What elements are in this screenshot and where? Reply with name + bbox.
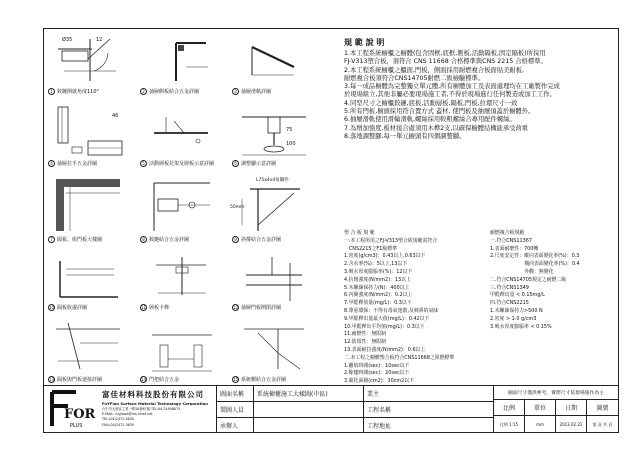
spec-line: 二.符合CNS14705規定之耐燃二級 [490, 276, 567, 283]
company-name-en: FuYFian Surface Material Technology Corporation [102, 401, 208, 406]
caption-text: 隔板與門板連接詳圖 [57, 377, 103, 383]
dim-label: 46 [112, 113, 119, 119]
spec-line: 3.吸水厚度膨脹率 < 0.15% [490, 323, 552, 330]
particleboard-spec [344, 230, 474, 386]
spec-line: 耐燃複合板規範 [490, 230, 525, 236]
spec-line: 2.餘燼時間(sec)：20sec以下 [344, 370, 410, 377]
disclaimer-note: 圖面尺寸僅供參考，實際尺寸依現場施作為主 [494, 386, 618, 400]
detail-number: 12 [233, 305, 239, 310]
detail-caption [232, 236, 281, 243]
spec-line: 13.表面耐拉強度(N/mm2)：0.6以上 [344, 346, 426, 353]
spec-line: 11.耐燃性：無限制 [344, 331, 387, 338]
spec-line: 1.離焰時間(sec)：10sec以下 [344, 362, 410, 369]
caption-text: 門把結合五金 [149, 377, 180, 383]
caption-text: 抽屜側板結合五金詳圖 [149, 89, 200, 95]
detail-caption [140, 236, 189, 243]
note-line: 1.本工程系統櫥櫃之櫥體(包含固框,底框,側板,活動隔板,固定隔板)所採用 [344, 50, 546, 57]
detail-number: 7 [48, 236, 55, 243]
scale-label: 比例 [494, 400, 525, 416]
caption-text: 隔板收邊詳圖 [57, 305, 88, 311]
panel-joint-drawing [44, 169, 136, 245]
drawer-slide-drawing [228, 29, 320, 97]
caption-text: 隔板、組門板大樣圖 [57, 237, 103, 243]
drawer-pull-drawing [44, 97, 136, 169]
caption-text: 抽屜滑軌詳圖 [241, 89, 272, 95]
caption-text: 鉸鏈結合五金詳圖 [149, 237, 190, 243]
spec-line: 2.尺度安定性：縱向表面變化率(%)：0.3 [490, 253, 580, 260]
detail-caption [140, 376, 179, 383]
spec-line: CNS2215之F1級標準 [344, 245, 398, 252]
detail-8 [136, 169, 228, 245]
detail-number: 3 [232, 88, 239, 95]
detail-15 [228, 313, 320, 385]
detail-number: 5 [140, 160, 147, 167]
spec-line: 一.本工程所用之FJ-V313塑合板規範需符合 [344, 237, 438, 244]
spec-line: 2.含水率(%)：5以上,13以下 [344, 261, 408, 268]
spec-line: 5.木螺絲保持力(N)：400以上 [344, 284, 410, 291]
detail-5 [136, 97, 228, 169]
spec-line: 一.符合CNS11367 [490, 237, 532, 244]
spec-line: 1.密度(g/cm3)：0.43以上,0.63以下 [344, 253, 426, 260]
unit-label: 單位 [525, 400, 556, 416]
detail-number: 8 [140, 236, 147, 243]
shelf-support-drawing [136, 97, 228, 169]
edge-detail-drawing [44, 245, 136, 313]
company-name-cn: 富佳材料科技股份有限公司 [102, 390, 204, 399]
detail-caption [48, 376, 102, 383]
handle-hardware-drawing [136, 313, 228, 385]
detail-number: 10 [49, 305, 55, 310]
note-line: 3.每一成品櫥體為完整獨立單元體,所有櫥體加工及表面處理均在工廠製作完成 [344, 83, 560, 91]
caption-text: 鉸鏈開啟角度110° [57, 89, 100, 95]
company-logo [46, 388, 98, 430]
detail-drawings-grid [44, 29, 320, 385]
project-name-label: 工程名稱 [364, 402, 494, 418]
detail-number: 1 [48, 88, 55, 95]
detail-12 [228, 245, 320, 313]
detail-caption [140, 88, 199, 95]
spec-line: 10.甲醛釋出平均值(mg/L)：0.3以下 [344, 323, 425, 330]
note-line: 耐燃複合板須符合CNS14705耐燃二級檢驗標準。 [344, 74, 485, 82]
caption-text: 斜撐結合五金詳圖 [241, 237, 282, 243]
detail-caption [48, 160, 97, 167]
detail-number: 2 [140, 88, 147, 95]
logo-mark [46, 388, 98, 430]
drawing-sheet [43, 28, 619, 433]
detail-caption [232, 88, 271, 95]
spec-line: 三.符合CNS1349 [490, 284, 529, 291]
caption-text: 抽屜門板開閉詳圖 [241, 305, 282, 311]
detail-2 [136, 29, 228, 97]
spec-line: 二.本工程之櫥體塑合板符合CNS11668之阻燃標準 [344, 354, 455, 361]
dim-label: Ø35 [62, 37, 73, 43]
detail-9 [228, 169, 320, 245]
spec-line: 橫向表面變化率(%)：0.4 [490, 261, 580, 268]
shelf-pin-drawing [136, 245, 228, 313]
partition-door-drawing [44, 313, 136, 385]
fire-resistant-spec [490, 230, 620, 331]
caption-text: 調整腳示意詳圖 [241, 161, 277, 167]
logo-subtext: PLUS [70, 423, 83, 429]
company-email: E-MAIL: fuyjiawt@ms.hinet.net [102, 412, 153, 417]
note-line: 7.為增加強度,板材接合處須用木榫2支,以確保櫥體結構能承受荷重 [344, 124, 529, 132]
spec-line: 4.抗彎強度(N/mm2)：13以上 [344, 276, 411, 283]
spec-line: 9.甲醛釋出量最大值(mg/L)：0.42以下 [344, 315, 430, 322]
spec-line: 12.防霉性：無限制 [344, 339, 387, 346]
approver-label: 承辦人 [216, 418, 254, 433]
hinge-joint-drawing [136, 169, 228, 245]
detail-caption [140, 304, 169, 311]
cabinet-hardware-drawing [228, 313, 320, 385]
detail-6 [228, 97, 320, 169]
detail-caption [48, 304, 87, 311]
project-address-label: 工程地址 [364, 418, 494, 433]
sheet-no-label: 圖號 [587, 400, 618, 416]
detail-number: 4 [48, 160, 55, 167]
detail-caption [140, 160, 214, 167]
dim-label: L75x4x4角鋼件 [256, 178, 289, 183]
detail-caption [232, 160, 276, 167]
note-line: 6.抽屜滑軌使用滑輪滑軌,螺絲採用較粗螺絲合專用配件螺絲。 [344, 116, 516, 124]
scale-value: 比例 1:15 [494, 416, 525, 433]
note-line: FJ-V313塑合板，須符合 CNS 11668 合格標準與CNS 2215 合格標準。 [344, 58, 547, 66]
note-line: 於現場組立,其他非屬必要現場施工者,不得於現場進行任何製造或加工工作。 [344, 91, 556, 99]
caption-text: 抽屜拉手五金詳圖 [57, 161, 98, 167]
note-line: 5.所有門板,櫥頭採用符合置方式 蓋材, 使門板及抽屜頂蓋於櫥體外。 [344, 108, 535, 116]
note-line: 4.同型尺寸之櫥櫃鉸鏈,底板,活動層板,隔板,門板,拉環尺寸一致 [344, 99, 518, 107]
detail-10 [44, 245, 136, 313]
unit-value: mm [525, 416, 556, 433]
spec-line: 塑 合 板 規 範 [344, 230, 375, 236]
leveling-foot-drawing [228, 97, 320, 169]
spec-line: 外觀：無變化 [490, 268, 554, 275]
designer-value [254, 402, 364, 418]
note-line: 8.落地調整腳,每一單元櫥頭有四個調整腳。 [344, 132, 466, 140]
spec-line: 四.符合CNS2215 [490, 300, 529, 307]
title-block [44, 385, 618, 433]
sheet-value: 第 頁 共 頁 [592, 421, 613, 427]
detail-11 [136, 245, 228, 313]
approver-value [254, 418, 364, 433]
company-fax: FAX:(04)2472-3639 [102, 422, 134, 427]
note-line: 2.本工程系統櫥櫃之櫃面,門板，側面採用耐燃複合板面貼美耐板, [344, 66, 525, 74]
owner-label: 業主 [364, 386, 494, 402]
detail-number: 6 [232, 160, 239, 167]
detail-caption [232, 304, 281, 311]
spec-line: 6.內聚強度(N/mm2)：0.2以上 [344, 292, 413, 299]
designer-label: 製圖人員 [216, 402, 254, 418]
spec-line: 2.密度 > 1.0 g/cm3 [490, 315, 537, 322]
notes-title: 規 範 說 明 [344, 38, 385, 47]
spec-line: 7.甲醛釋放量(mg/L)：0.3以下 [344, 300, 412, 307]
detail-number: 14 [141, 377, 147, 382]
logo-text: FOR [64, 407, 96, 422]
dim-label: 50mm [230, 205, 245, 210]
drawing-name-value: 系統櫥櫃施工大樣圖(中區) [254, 386, 364, 402]
spec-line: 3.吸水厚度膨脹率(%)：12以下 [344, 268, 413, 275]
caption-text: 系統櫃結合五金詳圖 [241, 377, 287, 383]
spec-line: 8.尊重環保：不得有毒氣逸散,及刺鼻的氣味 [344, 307, 439, 314]
detail-4 [44, 97, 136, 169]
company-tel: TEL:(04)2472-3630 [102, 417, 134, 422]
company-address: 台中市大里區工業一路50巷67號 TEL:04-24956075 [102, 407, 181, 411]
drawer-side-drawing [136, 29, 228, 97]
spec-line: 1.木螺絲保持力>500 N [490, 307, 543, 314]
company-info [102, 389, 214, 430]
drawer-door-drawing [228, 245, 320, 313]
detail-14 [136, 313, 228, 385]
spec-line: 3.碳化面積(cm2)：30cm2以下 [344, 378, 415, 385]
caption-text: 活動層板托架及層板示意詳圖 [149, 161, 215, 167]
dim-label: 100 [286, 141, 296, 147]
date-label: 日期 [556, 400, 587, 416]
detail-1 [44, 29, 136, 97]
detail-number: 13 [49, 377, 55, 382]
date-value: 2013.02.22 [556, 416, 587, 433]
detail-number: 9 [232, 236, 239, 243]
dim-label: 12 [96, 37, 103, 43]
drawing-name-label: 圖面名稱 [216, 386, 254, 402]
caption-text: 層板卡榫 [149, 305, 170, 311]
detail-13 [44, 313, 136, 385]
detail-caption [232, 376, 286, 383]
detail-caption [48, 88, 99, 95]
dim-label: 75 [286, 127, 293, 133]
detail-7 [44, 169, 136, 245]
spec-line: 甲醛釋出量 < 0.15mg/L [490, 292, 545, 299]
detail-caption [48, 236, 102, 243]
hinge-detail-drawing [44, 29, 136, 97]
specification-notes [344, 37, 612, 385]
detail-number: 11 [141, 305, 147, 310]
spec-line: 1.表面耐磨性：700轉 [490, 245, 539, 252]
detail-3 [228, 29, 320, 97]
detail-number: 15 [233, 377, 239, 382]
